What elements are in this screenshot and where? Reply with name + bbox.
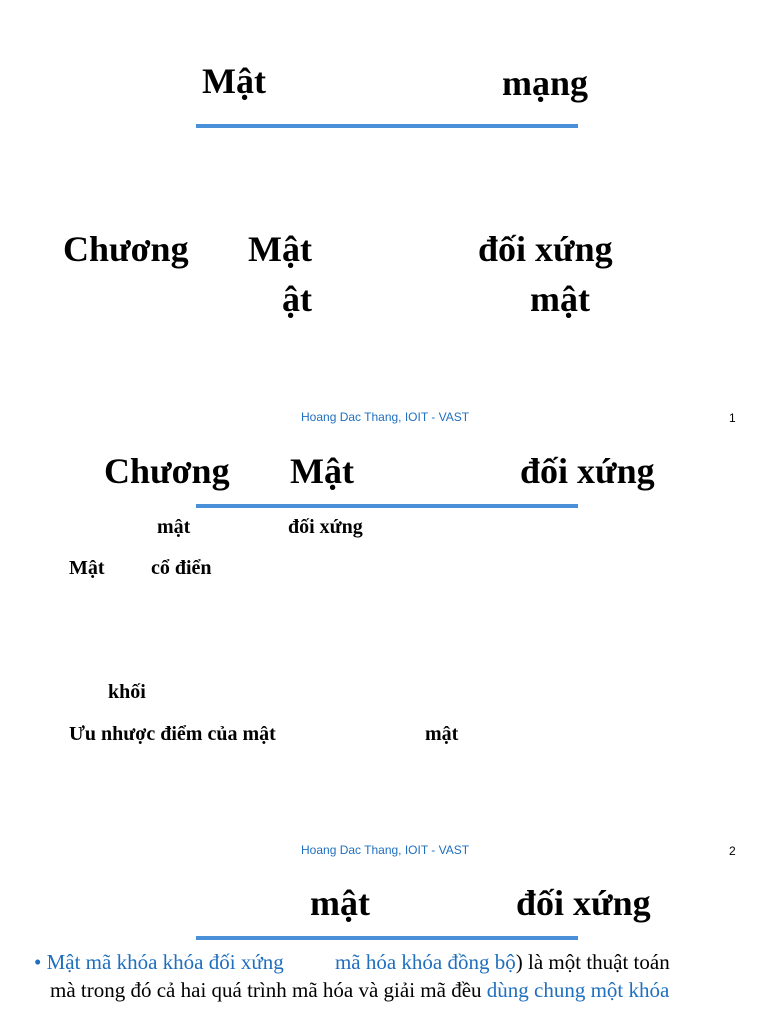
bullet-text-blue-a: Mật mã khóa khóa đối xứng <box>46 950 284 974</box>
slide2-item-1-word-2: đối xứng <box>288 516 363 538</box>
slide2-item-4-word-2: mật <box>425 723 459 745</box>
slide2-title-word-2: Mật <box>290 451 354 491</box>
slide2-item-3-word-1: khối <box>108 681 146 703</box>
slide3-title-word-2: đối xứng <box>516 883 651 923</box>
slide2-title-underline <box>196 504 578 508</box>
slide1-title-underline <box>196 124 578 128</box>
slide2-item-1-word-1: mật <box>157 516 191 538</box>
slide3-title-underline <box>196 936 578 940</box>
slide3-bullet-line-1 <box>34 948 670 976</box>
slide2-footer: Hoang Dac Thang, IOIT - VAST <box>301 843 470 857</box>
slide2-item-4-word-1: Ưu nhược điểm của mật <box>69 723 276 745</box>
slide3-bullet-line-2 <box>50 976 669 1004</box>
slide2-page-number: 2 <box>729 844 736 858</box>
slide2-item-2-word-1: Mật <box>69 557 105 579</box>
bullet-text-black-a: ) là một thuật toán <box>515 950 670 974</box>
slide2-item-2-word-2: cổ điển <box>151 557 212 579</box>
slide1-chapter-line2-word-2: mật <box>530 279 590 319</box>
slide1-page-number: 1 <box>729 411 736 425</box>
bullet-text-black-b: mà trong đó cả hai quá trình mã hóa và giải mã đều <box>50 978 487 1002</box>
slide3-title-word-1: mật <box>310 883 370 923</box>
slide2-title-word-3: đối xứng <box>520 451 655 491</box>
bullet-text-blue-c: dùng chung một khóa <box>486 978 670 1002</box>
slide1-chapter-word-1: Chương <box>63 229 189 269</box>
slide1-title-word-2: mạng <box>502 63 589 103</box>
slide2-title-word-1: Chương <box>104 451 230 491</box>
slide1-chapter-line2-word-1: ật <box>282 279 312 319</box>
slide1-title-word-1: Mật <box>202 61 266 101</box>
bullet-marker: • <box>34 950 42 974</box>
slide1-chapter-word-2: Mật <box>248 229 312 269</box>
slide1-chapter-word-3: đối xứng <box>478 229 613 269</box>
bullet-text-blue-b: mã hóa khóa đồng bộ <box>334 950 516 974</box>
slide1-footer: Hoang Dac Thang, IOIT - VAST <box>301 410 470 424</box>
